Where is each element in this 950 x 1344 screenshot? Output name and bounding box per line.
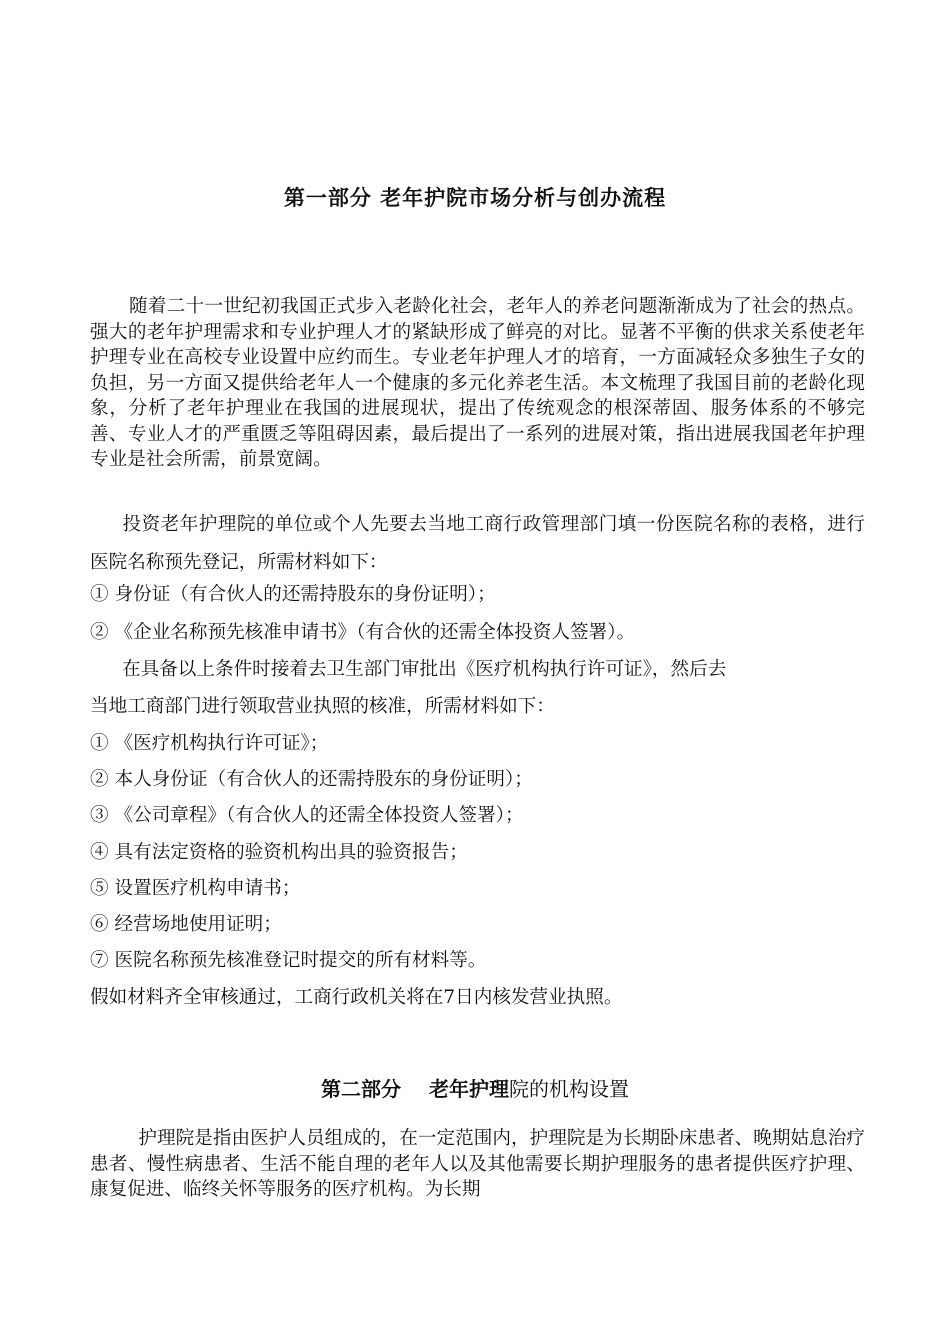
- license-item-5: ⑤ 设置医疗机构申请书；: [90, 878, 301, 899]
- part2-title-bold: 老年护理: [429, 1077, 509, 1101]
- license-item-3: ③ 《公司章程》（有合伙人的还需全体投资人签署）；: [90, 805, 524, 826]
- license-item-4: ④ 具有法定资格的验资机构出具的验资报告；: [90, 842, 468, 863]
- para-name-registration: 投资老年护理院的单位或个人先要去当地工商行政管理部门填一份医院名称的表格，进行医院名称预先登记，所需材料如下：: [90, 514, 865, 573]
- part2-paragraph: 护理院是指由医护人员组成的，在一定范围内，护理院是为长期卧床患者、晚期姑息治疗患者、慢性病患者、生活不能自理的老年人以及其他需要长期护理服务的患者提供医疗护理、康复促进、临终关怀等服务的医疗机构。为长期: [90, 1128, 865, 1200]
- part2-title-rest: 院的机构设置: [509, 1077, 629, 1101]
- register-item-2: ② 《企业名称预先核准申请书》（有合伙的还需全体投资人签署）。: [90, 622, 636, 643]
- part2-title: [0, 1073, 950, 1102]
- license-item-1: ① 《医疗机构执行许可证》；: [90, 733, 329, 754]
- part2-title-number: 第二部分: [321, 1077, 401, 1101]
- part1-title: 第一部分 老年护院市场分析与创办流程: [283, 186, 667, 210]
- part1-abstract: 随着二十一世纪初我国正式步入老龄化社会，老年人的养老问题渐渐成为了社会的热点。强大的老年护理需求和专业护理人才的紧缺形成了鲜亮的对比。显著不平衡的供求关系使老年护理专业在高校专业设置中应约而生。专业老年护理人才的培育，一方面减轻众多独生子女的负担，另一方面又提供给老年人一个健康的多元化养老生活。本文梳理了我国目前的老龄化现象，分析了老年护理业在我国的进展现状，提出了传统观念的根深蒂固、服务体系的不够完善、专业人才的严重匮乏等阻碍因素，最后提出了一系列的进展对策，指出进展我国老年护理专业是社会所需，前景宽阔。: [90, 296, 865, 470]
- license-item-7: ⑦ 医院名称预先核准登记时提交的所有材料等。: [90, 950, 487, 971]
- license-item-2: ② 本人身份证（有合伙人的还需持股东的身份证明）；: [90, 769, 533, 790]
- para-license-line-1: 在具备以上条件时接着去卫生部门审批出《医疗机构执行许可证》，然后去: [122, 659, 727, 680]
- license-item-6: ⑥ 经营场地使用证明；: [90, 914, 282, 935]
- para-license-line-2: 当地工商部门进行领取营业执照的核准，所需材料如下：: [90, 696, 555, 717]
- closing-note: 假如材料齐全审核通过，工商行政机关将在7日内核发营业执照。: [90, 987, 623, 1008]
- register-item-1: ① 身份证（有合伙人的还需持股东的身份证明）；: [90, 584, 496, 605]
